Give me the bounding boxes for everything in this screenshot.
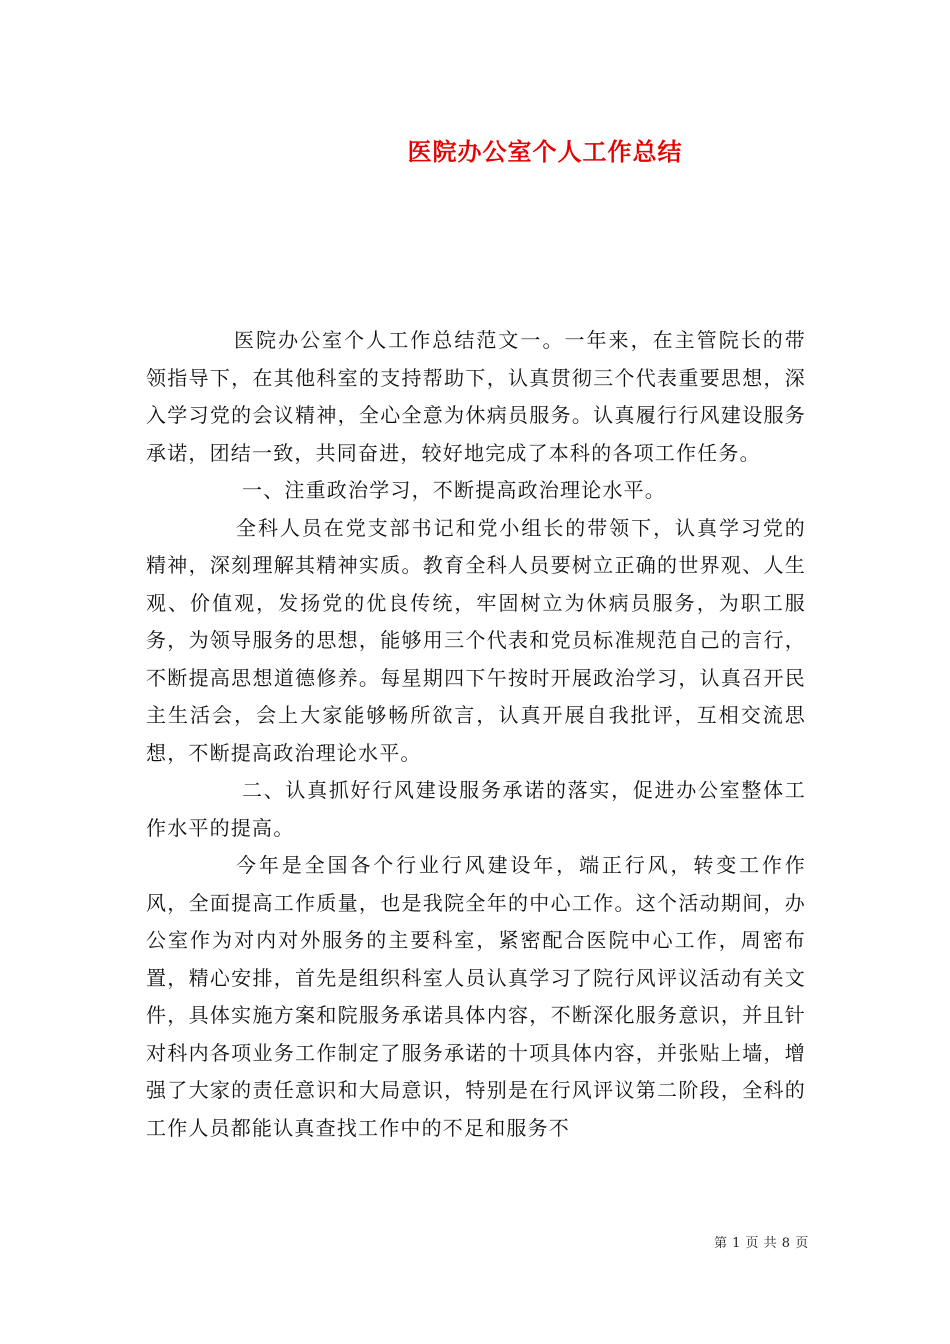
document-body [146, 322, 806, 1147]
paragraph-section-2: 今年是全国各个行业行风建设年，端正行风，转变工作作风，全面提高工作质量，也是我院全年的中心工作。这个活动期间，办公室作为对内对外服务的主要科室，紧密配合医院中心工作，周密布置，精心安排，首先是组织科室人员认真学习了院行风评议活动有关文件，具体实施方案和院服务承诺具体内容，不断深化服务意识，并且针对科内各项业务工作制定了服务承诺的十项具体内容，并张贴上墙，增强了大家的责任意识和大局意识，特别是在行风评议第二阶段，全科的工作人员都能认真查找工作中的不足和服务不 [146, 853, 806, 1140]
section-heading-2: 二、认真抓好行风建设服务承诺的落实，促进办公室整体工作水平的提高。 [146, 778, 806, 840]
section-heading-1: 一、注重政治学习，不断提高政治理论水平。 [242, 478, 666, 502]
paragraph-intro: 医院办公室个人工作总结范文一。一年来，在主管院长的带领指导下，在其他科室的支持帮助下，认真贯彻三个代表重要思想，深入学习党的会议精神，全心全意为休病员服务。认真履行行风建设服务承诺，团结一致，共同奋进，较好地完成了本科的各项工作任务。 [146, 328, 806, 465]
page-number-footer: 第 1 页 共 8 页 [714, 1236, 809, 1251]
document-title: 医院办公室个人工作总结 [407, 137, 683, 166]
paragraph-section-1: 全科人员在党支部书记和党小组长的带领下，认真学习党的精神，深刻理解其精神实质。教育全科人员要树立正确的世界观、人生观、价值观，发扬党的优良传统，牢固树立为休病员服务，为职工服务，为领导服务的思想，能够用三个代表和党员标准规范自己的言行，不断提高思想道德修养。每星期四下午按时开展政治学习，认真召开民主生活会，会上大家能够畅所欲言，认真开展自我批评，互相交流思想，不断提高政治理论水平。 [146, 515, 806, 765]
